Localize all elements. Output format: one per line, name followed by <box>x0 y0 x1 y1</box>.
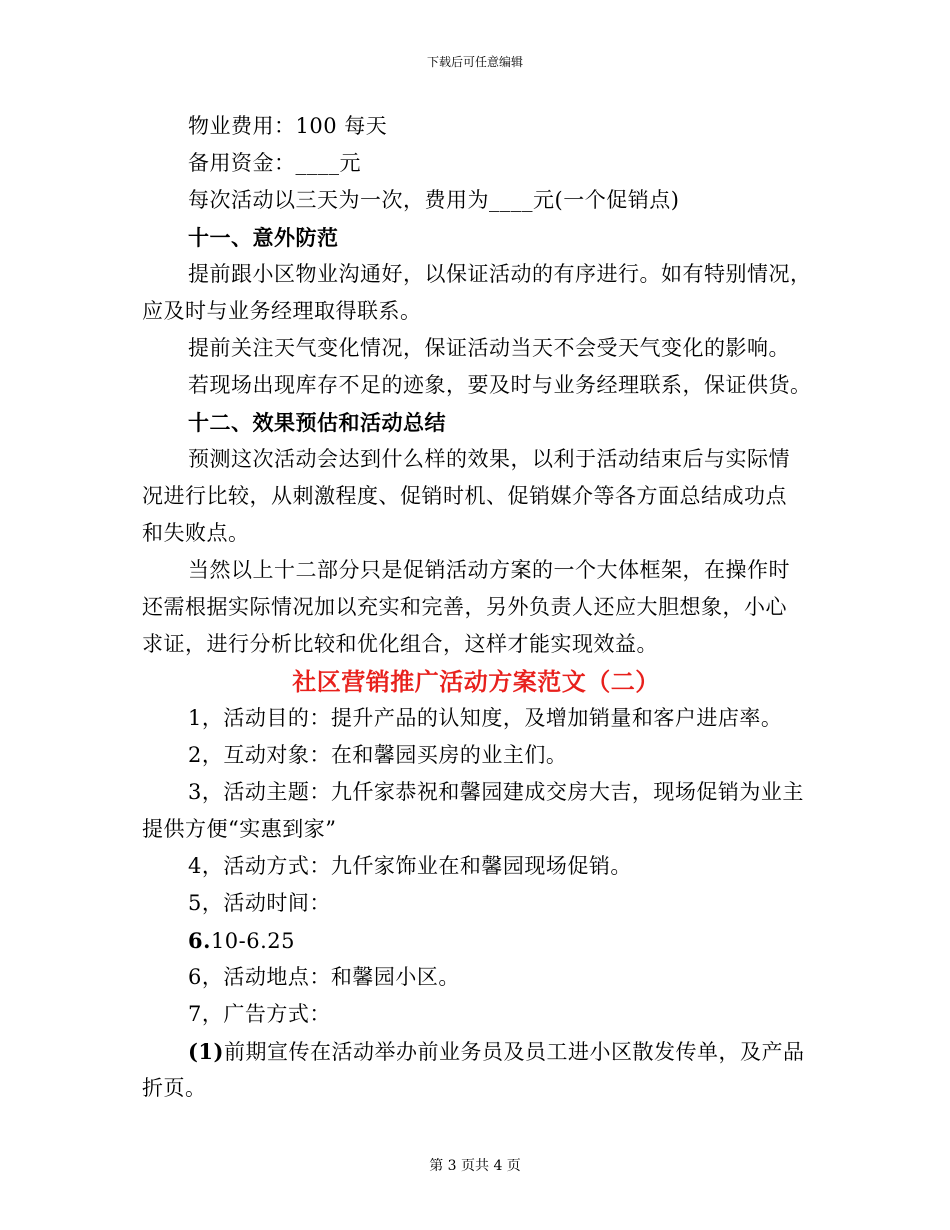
paragraph-line: 应及时与业务经理取得联系。 <box>142 299 422 323</box>
paragraph-line: 还需根据实际情况加以充实和完善，另外负责人还应大胆想象，小心 <box>142 595 787 619</box>
paragraph-line: 若现场出现库存不足的迹象，要及时与业务经理联系，保证供货。 <box>188 373 812 397</box>
list-item <box>142 922 810 959</box>
document-title: 社区营销推广活动方案范文（二） <box>292 667 660 696</box>
list-item: 3，活动主题：九仟家恭祝和馨园建成交房大吉，现场促销为业主 <box>188 780 804 804</box>
paragraph-line: 当然以上十二部分只是促销活动方案的一个大体框架，在操作时 <box>188 558 790 582</box>
paragraph-line: 折页。 <box>142 1076 207 1100</box>
document-body <box>142 108 810 1107</box>
paragraph-line: 每次活动以三天为一次，费用为____元(一个促销点) <box>188 188 680 212</box>
list-number: (1) <box>188 1039 224 1064</box>
list-item: 1，活动目的：提升产品的认知度，及增加销量和客户进店率。 <box>188 706 783 730</box>
paragraph-line: 预测这次活动会达到什么样的效果，以利于活动结束后与实际情 <box>188 447 790 471</box>
paragraph-line: 况进行比较，从刺激程度、促销时机、促销媒介等各方面总结成功点 <box>142 484 787 508</box>
paragraph-line: 提前跟小区物业沟通好，以保证活动的有序进行。如有特别情况， <box>188 262 812 286</box>
paragraph-line: 物业费用：100 每天 <box>188 114 388 138</box>
date-range: 10-6.25 <box>210 929 296 953</box>
section-heading: 十一、意外防范 <box>188 225 339 250</box>
list-item: 6，活动地点：和馨园小区。 <box>188 965 460 989</box>
list-item-text: 前期宣传在活动举办前业务员及员工进小区散发传单，及产品 <box>223 1040 805 1064</box>
page-header: 下载后可任意编辑 <box>426 55 523 69</box>
page-footer: 第 3 页共 4 页 <box>429 1158 521 1174</box>
paragraph-line: 提供方便“实惠到家” <box>142 817 337 841</box>
paragraph-line: 提前关注天气变化情况，保证活动当天不会受天气变化的影响。 <box>188 336 790 360</box>
list-item: 5，活动时间： <box>188 891 331 915</box>
paragraph-line: 求证，进行分析比较和优化组合，这样才能实现效益。 <box>142 632 658 656</box>
list-item: 7，广告方式： <box>188 1002 331 1026</box>
paragraph-line: 备用资金：____元 <box>188 151 361 175</box>
list-item: 2，互动对象：在和馨园买房的业主们。 <box>188 743 568 767</box>
list-item: 4，活动方式：九仟家饰业在和馨园现场促销。 <box>188 854 632 878</box>
list-item <box>142 1033 810 1070</box>
paragraph-line: 和失败点。 <box>142 521 250 545</box>
list-number: 6. <box>188 928 211 953</box>
section-heading: 十二、效果预估和活动总结 <box>188 410 446 435</box>
